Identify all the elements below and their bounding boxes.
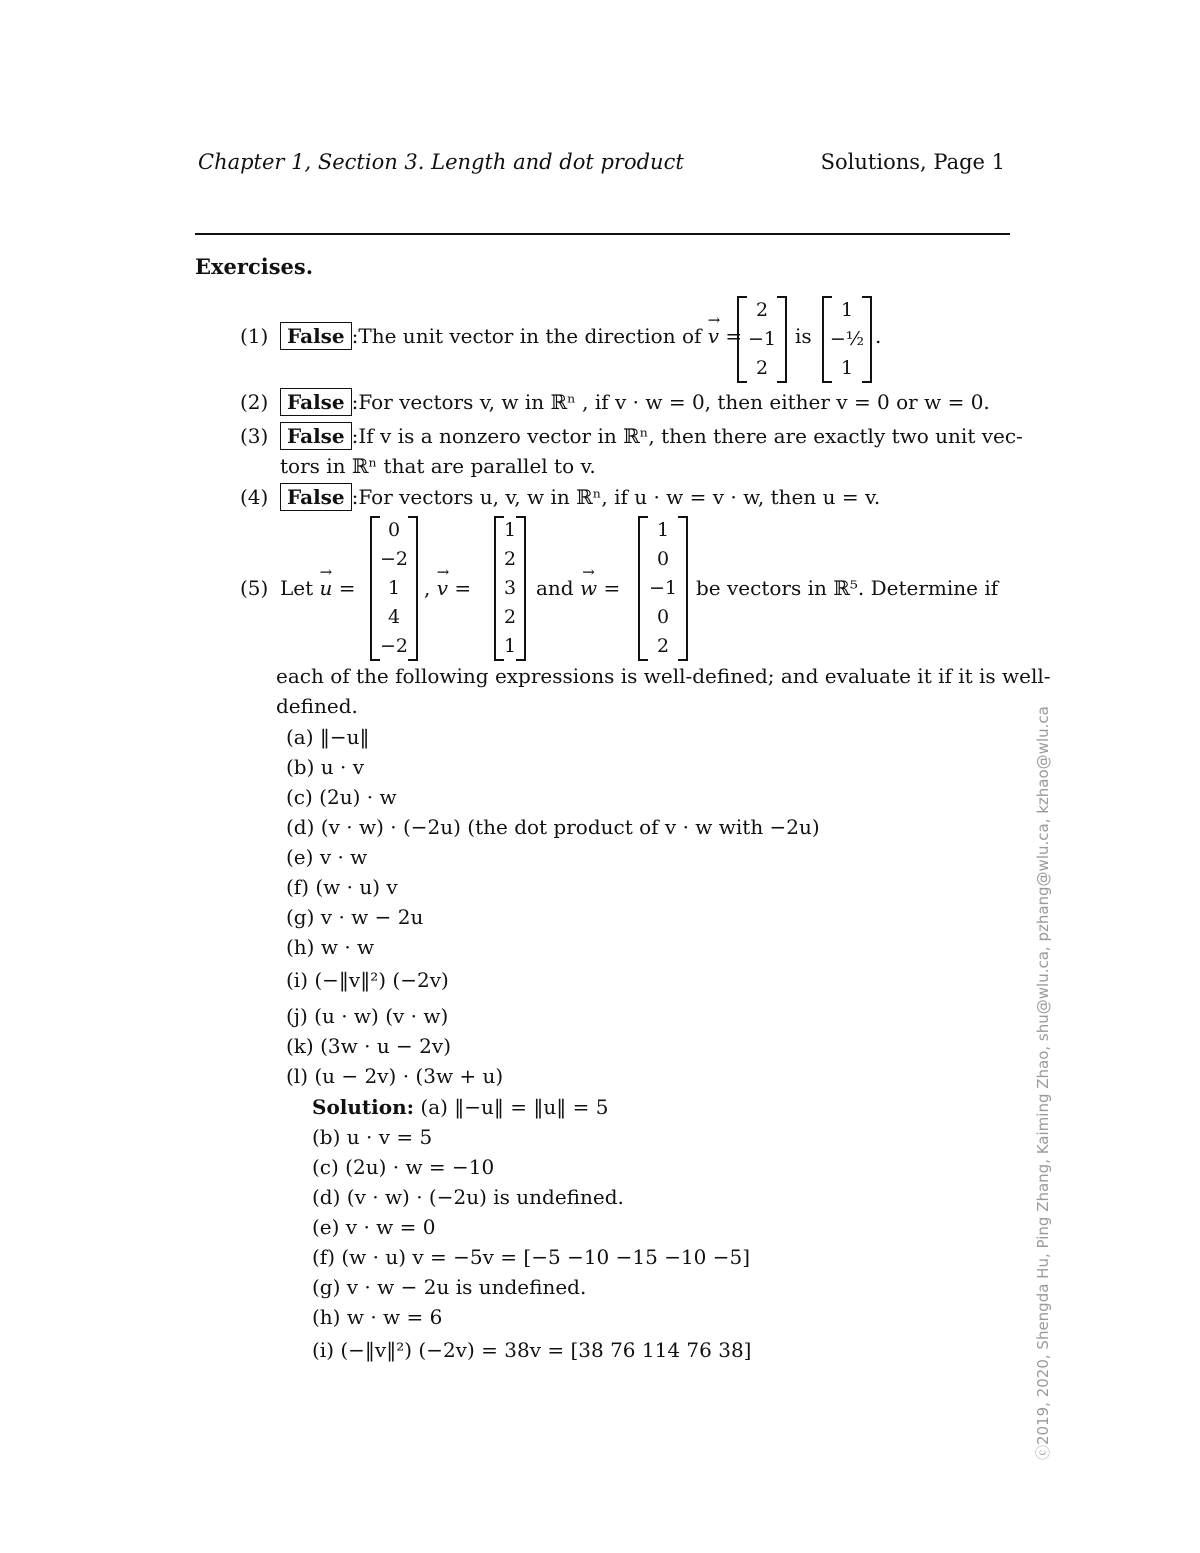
exercise-text: :For vectors u, v, w in ℝⁿ, if u · w = v · w, then u = v.	[351, 485, 881, 509]
matrix-cell: 2	[755, 299, 769, 321]
solution-line: (d) (v · w) · (−2u) is undefined.	[312, 1185, 624, 1209]
bracket-cap	[678, 516, 686, 518]
part-expr: (v · w) · (−2u) (the dot product of v · w with −2u)	[320, 815, 820, 839]
part-l	[286, 1062, 503, 1090]
part-c	[286, 783, 397, 811]
exercise-4	[240, 483, 880, 511]
part-label: (b)	[286, 755, 315, 779]
exercise-text: =	[719, 324, 743, 348]
bracket-cap	[862, 381, 870, 383]
page-header-pagenum: Solutions, Page 1	[820, 150, 1005, 174]
part-expr: u · v	[320, 755, 365, 779]
part-f	[286, 873, 398, 901]
matrix-cell: 2	[656, 635, 670, 657]
bracket-cap	[777, 381, 785, 383]
part-label: (e)	[286, 845, 314, 869]
matrix-v1-unit	[822, 296, 872, 383]
bracket-cap	[678, 659, 686, 661]
matrix-u	[370, 516, 418, 661]
matrix-cell: 2	[755, 357, 769, 379]
exercise-2	[240, 388, 990, 416]
part-label: (d)	[286, 815, 315, 839]
bracket-cap	[372, 516, 380, 518]
part-label: (f)	[286, 875, 310, 899]
solution-line: (b) u · v = 5	[312, 1125, 433, 1149]
exercise-text: and	[536, 576, 574, 600]
bracket-cap	[640, 516, 648, 518]
part-expr: (2u) · w	[319, 785, 397, 809]
matrix-cell: 0	[656, 606, 670, 628]
matrix-cell: 1	[840, 357, 854, 379]
part-j	[286, 1002, 448, 1030]
verdict-box: False	[280, 483, 352, 511]
part-i	[286, 966, 449, 994]
part-a	[286, 723, 370, 751]
part-g	[286, 903, 423, 931]
bracket-cap	[824, 381, 832, 383]
exercise-text: :For vectors v, w in ℝⁿ , if v · w = 0, then either v = 0 or w = 0.	[351, 390, 990, 414]
part-expr: (3w · u − 2v)	[320, 1034, 451, 1058]
bracket-cap	[516, 659, 524, 661]
matrix-cell: 2	[503, 606, 517, 628]
solution-line: (h) w · w = 6	[312, 1305, 443, 1329]
solution-line	[312, 1093, 608, 1121]
part-expr: (u − 2v) · (3w + u)	[314, 1064, 504, 1088]
part-label: (k)	[286, 1034, 314, 1058]
part-k	[286, 1032, 451, 1060]
part-d	[286, 813, 820, 841]
matrix-cell: 1	[656, 519, 670, 541]
exercise-text: defined.	[276, 694, 358, 718]
matrix-cell: 1	[840, 299, 854, 321]
part-label: (a)	[286, 725, 314, 749]
verdict-box: False	[280, 388, 352, 416]
matrix-cell: 1	[503, 519, 517, 541]
part-expr: ‖−u‖	[319, 725, 370, 749]
vector-v: v →	[437, 574, 448, 602]
header-rule	[195, 233, 1010, 235]
ex5-w-eq: and w → =	[536, 574, 620, 602]
matrix-w	[638, 516, 688, 661]
exercise-number: (3)	[240, 424, 269, 448]
bracket-cap	[372, 659, 380, 661]
solution-line: (f) (w · u) v = −5v = [−5 −10 −15 −10 −5]	[312, 1245, 751, 1269]
part-label: (c)	[286, 785, 313, 809]
exercise-number: (4)	[240, 485, 269, 509]
solution-line: (e) v · w = 0	[312, 1215, 436, 1239]
matrix-cell: 4	[387, 606, 401, 628]
bracket-cap	[496, 516, 504, 518]
verdict-box: False	[280, 322, 352, 350]
matrix-v1	[737, 296, 787, 383]
bracket-cap	[640, 659, 648, 661]
matrix-cell: 0	[387, 519, 401, 541]
matrix-cell: 1	[503, 635, 517, 657]
bracket-cap	[408, 516, 416, 518]
part-e	[286, 843, 367, 871]
ex5-v-eq: , v → =	[424, 574, 471, 602]
exercise-text: :The unit vector in the direction of	[351, 324, 708, 348]
solution-label: Solution:	[312, 1095, 415, 1119]
bracket-cap	[739, 296, 747, 298]
verdict-box: False	[280, 422, 352, 450]
exercise-number: (1)	[240, 324, 269, 348]
part-expr: (−‖v‖²) (−2v)	[314, 968, 449, 992]
exercise-text: is	[795, 324, 812, 348]
bracket-cap	[739, 381, 747, 383]
part-label: (l)	[286, 1064, 309, 1088]
exercise-1	[240, 322, 742, 350]
exercise-number: (2)	[240, 390, 269, 414]
matrix-cell: −2	[379, 635, 408, 657]
part-expr: (w · u) v	[315, 875, 398, 899]
matrix-cell: −½	[829, 328, 865, 350]
page-header-title: Chapter 1, Section 3. Length and dot product	[198, 150, 684, 174]
exercise-text: .	[875, 324, 882, 348]
vector-v: v →	[708, 322, 719, 350]
matrix-cell: 0	[656, 548, 670, 570]
matrix-cell: 2	[503, 548, 517, 570]
solution-line: (g) v · w − 2u is undefined.	[312, 1275, 587, 1299]
bracket-cap	[862, 296, 870, 298]
part-label: (i)	[286, 968, 309, 992]
exercise-text: each of the following expressions is well-defined; and evaluate it if it is well-	[276, 664, 1051, 688]
bracket-cap	[516, 516, 524, 518]
part-expr: v · w	[319, 845, 368, 869]
copyright-watermark: ⓒ2019, 2020, Shengda Hu, Ping Zhang, Kaiming Zhao, shu@wlu.ca, pzhang@wlu.ca, kzhao@wlu.ca	[1034, 706, 1052, 1460]
exercise-3	[240, 422, 1023, 450]
part-expr: w · w	[320, 935, 375, 959]
vector-u: u →	[320, 574, 333, 602]
part-label: (g)	[286, 905, 315, 929]
part-b	[286, 753, 364, 781]
part-expr: v · w − 2u	[320, 905, 424, 929]
bracket-cap	[777, 296, 785, 298]
exercise-number: (5)	[240, 576, 269, 600]
solution-line: (i) (−‖v‖²) (−2v) = 38v = [38 76 114 76 38]	[312, 1338, 752, 1362]
matrix-cell: −1	[648, 577, 677, 599]
section-heading: Exercises.	[195, 254, 314, 279]
part-expr: (u · w) (v · w)	[314, 1004, 449, 1028]
part-label: (j)	[286, 1004, 308, 1028]
exercise-text: tors in ℝⁿ that are parallel to v.	[280, 454, 596, 478]
matrix-v	[494, 516, 526, 661]
exercise-5: (5) Let u → =	[240, 574, 356, 602]
bracket-cap	[496, 659, 504, 661]
solution-line: (c) (2u) · w = −10	[312, 1155, 495, 1179]
matrix-cell: −1	[747, 328, 776, 350]
exercise-text: be vectors in ℝ⁵. Determine if	[696, 576, 999, 600]
part-label: (h)	[286, 935, 315, 959]
matrix-cell: 1	[387, 577, 401, 599]
bracket-cap	[824, 296, 832, 298]
exercise-text: Let	[280, 576, 314, 600]
part-h	[286, 933, 374, 961]
vector-w: w →	[580, 574, 597, 602]
bracket-cap	[408, 659, 416, 661]
matrix-cell: 3	[503, 577, 517, 599]
exercise-text: :If v is a nonzero vector in ℝⁿ, then there are exactly two unit vec-	[351, 424, 1023, 448]
solution-text: (a) ‖−u‖ = ‖u‖ = 5	[420, 1095, 609, 1119]
matrix-cell: −2	[379, 548, 408, 570]
